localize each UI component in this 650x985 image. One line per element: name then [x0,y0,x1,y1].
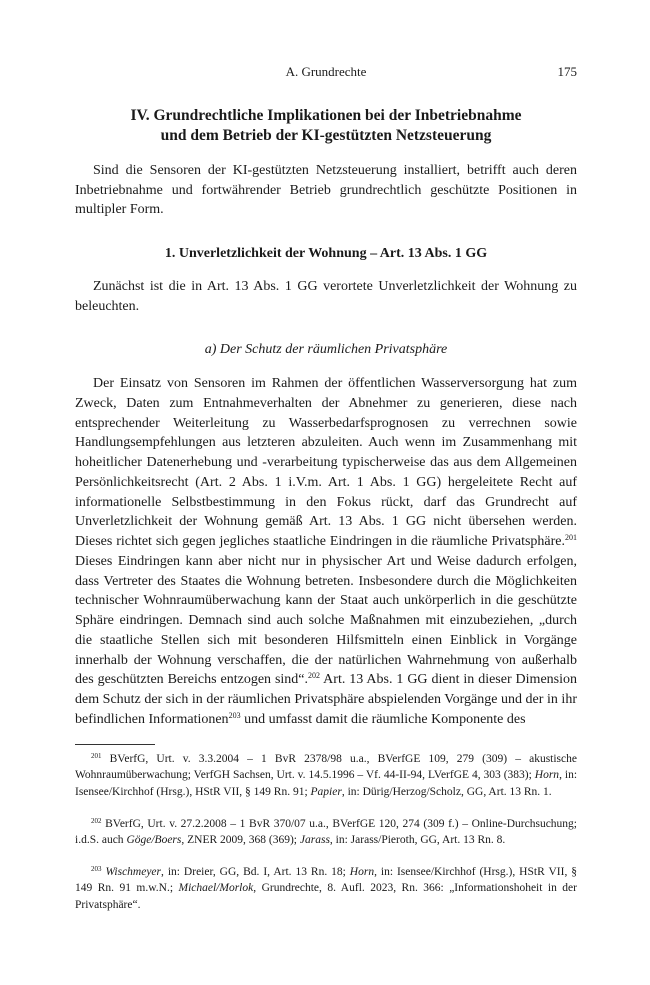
footnote-author: Papier [310,785,342,798]
footnote-text: , in: Dreier, GG, Bd. I, Art. 13 Rn. 18; [161,866,350,878]
footnote-text: BVerfG, Urt. v. 3.3.2004 – 1 BvR 2378/98 u.a., BVerfGE 109, 279 (309) – akustische Wohnraumüberwachung; VerfGH Sachsen, Urt. v. 14.5.1996 – Vf. 44-II-94, LVerfGE 4, 303 (383); [75,753,577,782]
running-title: A. Grundrechte [285,64,367,79]
footnote-text: , in: Jarass/Pieroth, GG, Art. 13 Rn. 8. [329,834,506,847]
footnote-author: Horn [534,769,560,782]
footnote-text: , in: Dürig/Herzog/Scholz, GG, Art. 13 Rn. 1. [341,785,552,798]
body-text-part-3: Art. 13 Abs. 1 GG dient in dieser Dimension dem Schutz der sich in der räumlichen Privatsphäre abspielenden Vorgänge und der in ihr befindlichen Informationen [75,672,577,727]
subsection-heading: a) Der Schutz der räumlichen Privatsphäre [204,342,448,357]
footnote-text: , ZNER 2009, 368 (369); [181,834,300,847]
footnote-author: Michael/Morlok [178,882,254,895]
section-paragraph: Zunächst ist die in Art. 13 Abs. 1 GG verortete Unverletzlichkeit der Wohnung zu beleuchten. [75,279,577,314]
footnote-text: BVerfG, Urt. v. 27.2.2008 – 1 BvR 370/07 u.a., BVerfGE 120, 274 (309 f.) – Online-Durchsuchung; i.d.S. auch [75,818,577,847]
footnote-author: Göge/Boers [126,834,182,847]
page-number: 175 [557,64,577,79]
footnote-text: , Grundrechte, 8. Aufl. 2023, Rn. 366: „Informationshoheit in der Privatsphäre“. [75,882,577,911]
intro-paragraph: Sind die Sensoren der KI-gestützten Netzsteuerung installiert, betrifft auch deren Inbetriebnahme und fortwährender Betrieb grundrechtlich geschützte Positionen in multipler Form. [75,163,577,218]
chapter-title [75,106,577,146]
footnote-203 [75,864,577,913]
footnote-ref-201[interactable]: 201 [565,533,577,542]
footnote-author: Horn [349,866,375,878]
footnote-text: , in: Isensee/Kirchhof (Hrsg.), HStR VII, § 149 Rn. 91 m.w.N.; [75,866,578,895]
footnote-number: 202 [91,817,102,825]
footnote-author: Jarass [299,834,330,847]
chapter-title-line-1: IV. Grundrechtliche Implikationen bei der Inbetriebnahme [130,107,522,124]
body-text-part-4: und umfasst damit die räumliche Komponente des [240,711,526,727]
footnote-author: Wischmeyer [105,866,162,878]
body-text-part-1: Der Einsatz von Sensoren im Rahmen der öffentlichen Wasserversorgung hat zum Zweck, Daten zum Entnahmeverhalten der Abnehmer zu generieren, diese nach entsprechender Weiterleitung zu Wasserbedarfsprognosen zu verrechnen sowie Handlungsempfehlungen aus letzteren abzuleiten. Auch wenn im Zusammenhang mit hoheitlicher Datenerhebung und -verarbeitung typischerweise das aus dem Allgemeinen Persönlichkeitsrecht (Art. 2 Abs. 1 i.V.m. Art. 1 Abs. 1 GG) hergeleitete Recht auf informationelle Selbstbestimmung in den Fokus rückt, darf das Grundrecht auf Unverletzlichkeit der Wohnung gemäß Art. 13 Abs. 1 GG nicht übersehen werden. Dieses richtet sich gegen jegliches staatliche Eindringen in die räumliche Privatsphäre. [75,376,577,549]
footnote-201 [75,751,577,800]
body-paragraph [75,374,577,730]
chapter-title-line-2: und dem Betrieb der KI-gestützten Netzsteuerung [160,127,492,144]
page-header [75,64,577,82]
footnote-ref-202[interactable]: 202 [308,671,321,681]
footnote-number: 201 [91,752,102,760]
footnote-202 [75,816,577,849]
footnote-divider [75,744,155,745]
footnote-number: 203 [91,865,102,873]
footnote-text: , in: Isensee/Kirchhof (Hrsg.), HStR VII, § 149 Rn. 91; [75,769,578,798]
section-heading: 1. Unverletzlichkeit der Wohnung – Art. 13 Abs. 1 GG [164,246,488,261]
footnote-ref-203[interactable]: 203 [228,710,241,720]
body-text-part-2: Dieses Eindringen kann aber nicht nur in physischer Art und Weise dadurch erfolgen, dass Vertreter des Staates die Wohnung betreten. Insbesondere durch die Möglichkeiten technischer Wohnraumüberwachung kann der Staat auch unkörperlich in die geschützte Sphäre eindringen. Demnach sind auch solche Maßnahmen mit einzubeziehen, „durch die staatliche Stellen sich mit besonderen Hilfsmitteln einen Einblick in Vorgänge innerhalb der Wohnung verschaffen, die der natürlichen Wahrnehmung von außerhalb des geschützten Bereichs entzogen sind“. [75,553,577,688]
